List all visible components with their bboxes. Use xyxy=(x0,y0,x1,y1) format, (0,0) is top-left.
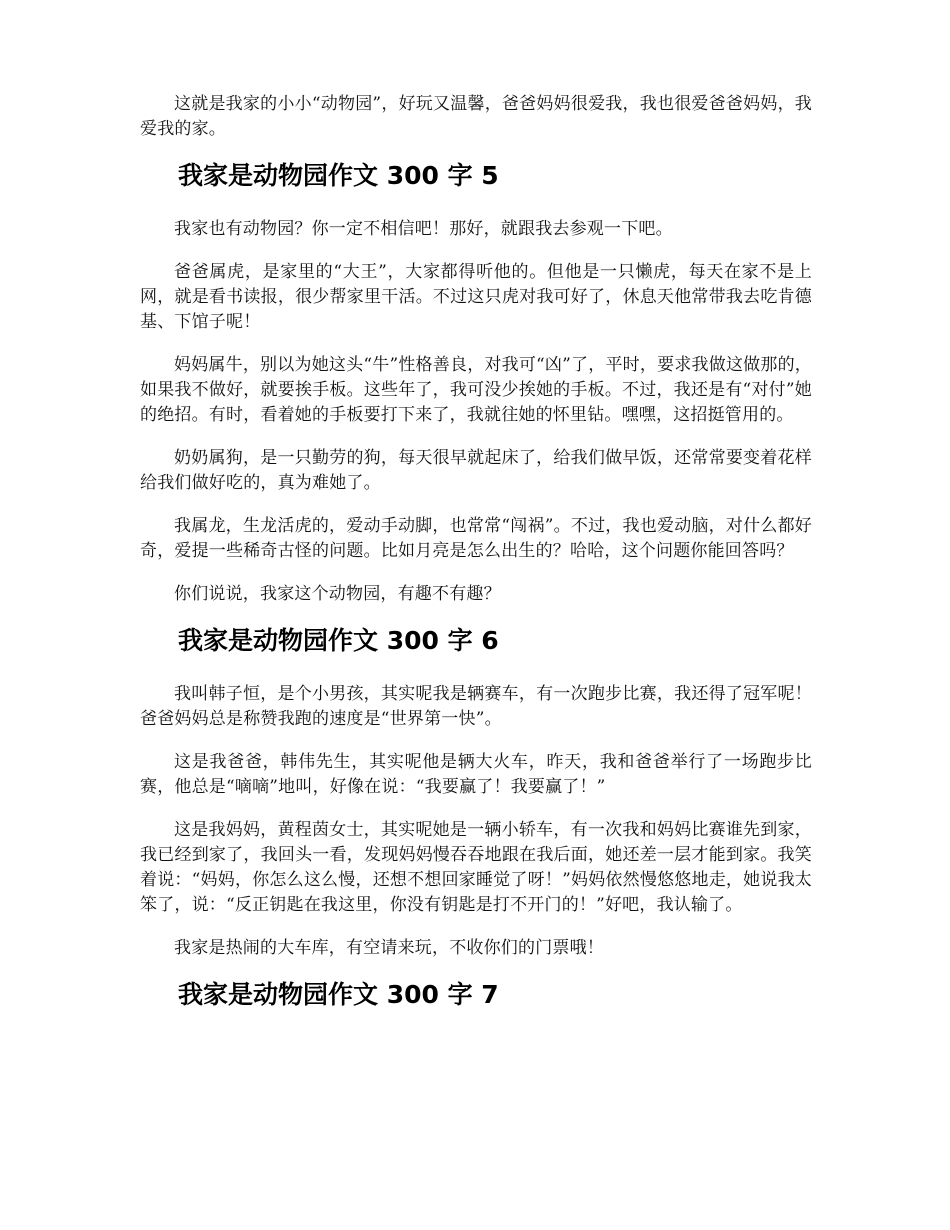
paragraph: 这是我妈妈，黄程茵女士，其实呢她是一辆小轿车，有一次我和妈妈比赛谁先到家，我已经到家了，我回头一看，发现妈妈慢吞吞地跟在我后面，她还差一层才能到家。我笑着说：“妈妈，你怎么这么慢，还想不想回家睡觉了呀！”妈妈依然慢悠悠地走，她说我太笨了，说：“反正钥匙在我这里，你没有钥匙是打不开门的！”好吧，我认输了。 xyxy=(140,820,812,915)
paragraph: 妈妈属牛，别以为她这头“牛”性格善良，对我可“凶”了，平时，要求我做这做那的，如果我不做好，就要挨手板。这些年了，我可没少挨她的手板。不过，我还是有“对付”她的绝招。有时，看着她的手板要打下来了，我就往她的怀里钻。嘿嘿，这招挺管用的。 xyxy=(140,355,812,425)
paragraph: 这是我爸爸，韩伟先生，其实呢他是辆大火车，昨天，我和爸爸举行了一场跑步比赛，他总是“嘀嘀”地叫，好像在说：“我要赢了！我要赢了！” xyxy=(140,752,812,797)
paragraph: 我叫韩子恒，是个小男孩，其实呢我是辆赛车，有一次跑步比赛，我还得了冠军呢！爸爸妈妈总是称赞我跑的速度是“世界第一快”。 xyxy=(140,684,812,729)
section-title-6: 我家是动物园作文 300 字 6 xyxy=(178,626,499,655)
intro-paragraph: 这就是我家的小小“动物园”，好玩又温馨，爸爸妈妈很爱我，我也很爱爸爸妈妈，我爱我的家。 xyxy=(140,94,812,139)
section-title-7: 我家是动物园作文 300 字 7 xyxy=(178,980,499,1009)
paragraph: 我家也有动物园？你一定不相信吧！那好，就跟我去参观一下吧。 xyxy=(174,219,673,239)
paragraph: 爸爸属虎，是家里的“大王”，大家都得听他的。但他是一只懒虎，每天在家不是上网，就是看书读报，很少帮家里干活。不过这只虎对我可好了，休息天他常带我去吃肯德基、下馆子呢！ xyxy=(140,262,812,332)
paragraph: 你们说说，我家这个动物园，有趣不有趣？ xyxy=(174,584,501,604)
paragraph: 我属龙，生龙活虎的，爱动手动脚，也常常“闯祸”。不过，我也爱动脑，对什么都好奇，爱提一些稀奇古怪的问题。比如月亮是怎么出生的？哈哈，这个问题你能回答吗？ xyxy=(140,516,812,561)
paragraph: 我家是热闹的大车库，有空请来玩，不收你们的门票哦！ xyxy=(174,938,604,958)
document-body xyxy=(140,92,812,1036)
paragraph: 奶奶属狗，是一只勤劳的狗，每天很早就起床了，给我们做早饭，还常常要变着花样给我们做好吃的，真为难她了。 xyxy=(140,448,812,493)
section-title-5: 我家是动物园作文 300 字 5 xyxy=(178,161,499,190)
